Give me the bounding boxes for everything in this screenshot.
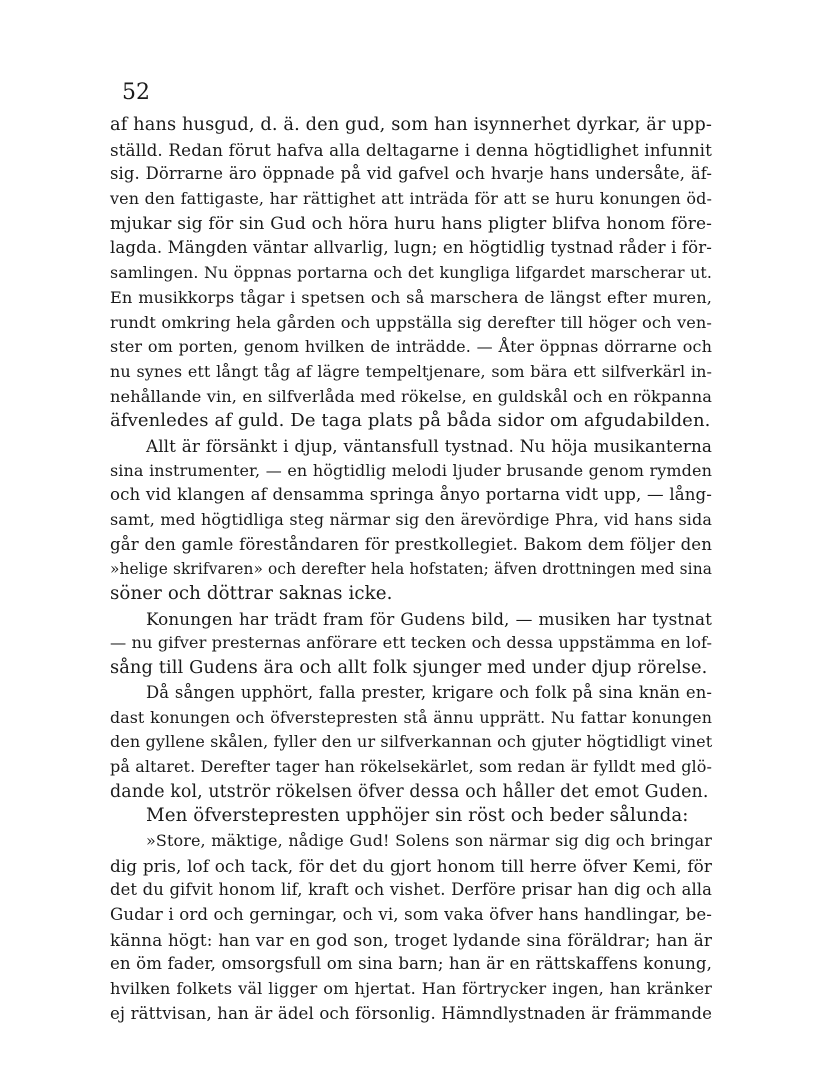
text-line: nu synes ett långt tåg af lägre tempeltjenare, som bära ett silfverkärl in-: [110, 361, 712, 381]
text-line: Då sången upphört, falla prester, krigare och folk på sina knän en-: [146, 682, 712, 702]
text-line: Gudar i ord och gerningar, och vi, som vaka öfver hans handlingar, be-: [110, 905, 712, 924]
text-line: en öm fader, omsorgsfull om sina barn; han är en rättskaffens konung,: [110, 954, 712, 974]
text-line: äfvenledes af guld. De taga plats på båda sidor om afgudabilden.: [110, 410, 711, 432]
text-line: ster om porten, genom hvilken de inträdde. — Åter öppnas dörrarne och: [110, 337, 712, 357]
text-line: och vid klangen af densamma springa ånyo portarna vidt upp, — lång-: [110, 485, 712, 505]
text-line: Men öfverstepresten upphöjer sin röst och beder sålunda:: [146, 805, 689, 827]
text-line: Konungen har trädt fram för Gudens bild, — musiken har tystnat: [146, 608, 712, 629]
page-number: 52: [122, 80, 150, 105]
text-line: går den gamle föreståndaren för prestkollegiet. Bakom dem följer den: [110, 534, 712, 554]
text-line: känna högt: han var en god son, troget lydande sina föräldrar; han är: [110, 929, 712, 950]
text-line: dig pris, lof och tack, för det du gjort honom till herre öfver Kemi, för: [110, 855, 712, 876]
text-line: En musikkorps tågar i spetsen och så marschera de längst efter muren,: [110, 287, 712, 307]
text-line: den gyllene skålen, fyller den ur silfverkannan och gjuter högtidligt vinet: [110, 732, 713, 752]
text-line: söner och döttrar saknas icke.: [110, 583, 393, 605]
text-line: — nu gifver presternas anförare ett tecken och dessa uppstämma en lof-: [110, 633, 713, 653]
text-line: samlingen. Nu öppnas portarna och det kungliga lifgardet marscherar ut.: [110, 263, 712, 283]
text-line: dast konungen och öfverstepresten stå ännu upprätt. Nu fattar konungen: [110, 707, 712, 727]
text-line: »helige skrifvaren» och derefter hela hofstaten; äfven drottningen med sina: [110, 560, 712, 579]
text-line: nehållande vin, en silfverlåda med rökelse, en guldskål och en rökpanna: [110, 386, 712, 406]
text-line: sina instrumenter, — en högtidlig melodi ljuder brusande genom rymden: [110, 460, 712, 480]
text-line: dande kol, utströr rökelsen öfver dessa och håller det emot Guden.: [110, 781, 709, 802]
text-line: ven den fattigaste, har rättighet att inträda för att se huru konungen öd-: [110, 189, 712, 209]
text-line: det du gifvit honom lif, kraft och vishet. Derföre prisar han dig och alla: [110, 880, 712, 900]
text-line: mjukar sig för sin Gud och höra huru hans pligter blifva honom före-: [110, 213, 712, 234]
body-text: [110, 113, 712, 1026]
text-line: hvilken folkets väl ligger om hjertat. Han förtrycker ingen, han kränker: [110, 979, 712, 999]
text-line: »Store, mäktige, nådige Gud! Solens son närmar sig dig och bringar: [146, 830, 712, 850]
text-line: ställd. Redan förut hafva alla deltagarne i denna högtidlighet infunnit: [110, 139, 712, 160]
text-line: på altaret. Derefter tager han rökelsekärlet, som redan är fylldt med glö-: [110, 756, 712, 776]
text-line: lagda. Mängden väntar allvarlig, lugn; en högtidlig tystnad råder i för-: [110, 238, 712, 258]
text-line: rundt omkring hela gården och uppställa sig derefter till höger och ven-: [110, 312, 712, 332]
text-line: sig. Dörrarne äro öppnade på vid gafvel och hvarje hans undersåte, äf-: [110, 164, 712, 184]
text-line: ej rättvisan, han är ädel och försonlig. Hämndlystnaden är främmande: [110, 1003, 712, 1023]
text-line: sång till Gudens ära och allt folk sjunger med under djup rörelse.: [110, 657, 708, 679]
text-line: Allt är försänkt i djup, väntansfull tystnad. Nu höja musikanterna: [146, 435, 712, 456]
text-line: samt, med högtidliga steg närmar sig den ärevördige Phra, vid hans sida: [110, 510, 712, 529]
text-line: af hans husgud, d. ä. den gud, som han isynnerhet dyrkar, är upp-: [110, 114, 712, 135]
